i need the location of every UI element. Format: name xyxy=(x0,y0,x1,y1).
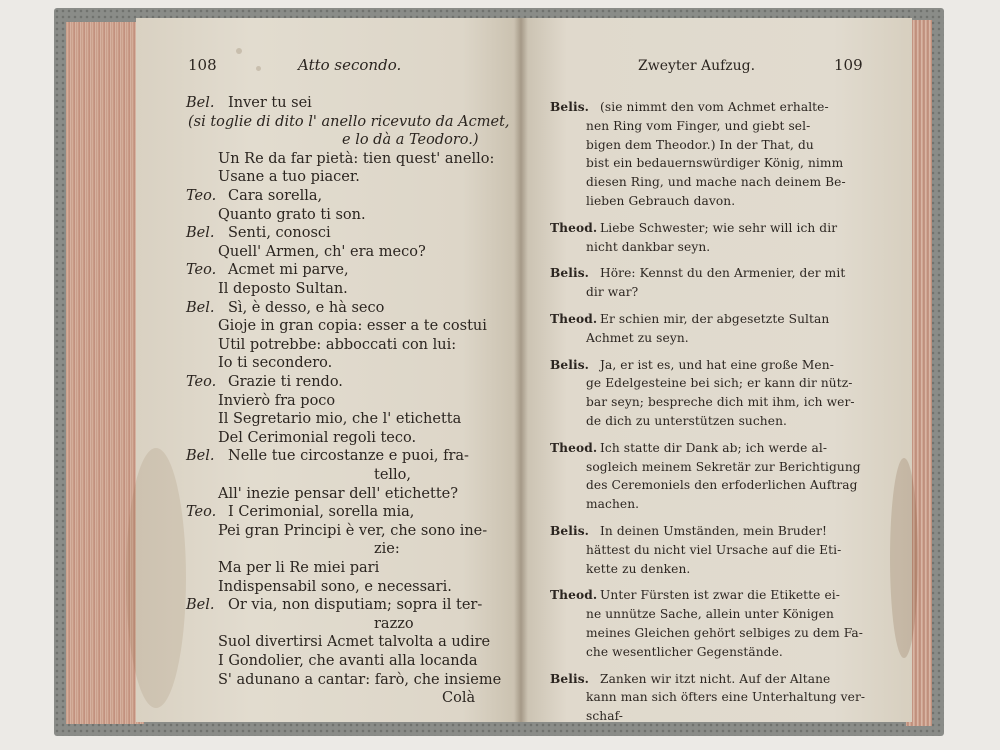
line-text: Unter Fürsten ist zwar die Etikette ei- xyxy=(600,588,840,603)
water-stain xyxy=(890,458,918,658)
line-text: Il Segretario mio, che l' etichetta xyxy=(218,411,462,428)
line-text: nicht dankbar seyn. xyxy=(586,239,711,254)
line-text: zie: xyxy=(374,541,400,558)
line-text: Invierò fra poco xyxy=(218,392,336,409)
line-text: Er schien mir, der abgesetzte Sultan xyxy=(600,312,830,326)
speaker-label: Belis. xyxy=(550,524,590,538)
line-text: In deinen Umständen, mein Bruder! xyxy=(600,524,828,538)
speaker-label: Teo. xyxy=(186,188,217,204)
running-head: Atto secondo. xyxy=(298,56,402,74)
speaker-label: Theod. xyxy=(550,312,598,326)
page-number: 108 xyxy=(188,56,217,74)
line-text: Quanto grato ti son. xyxy=(218,206,366,223)
line-text: Nelle tue circostanze e puoi, fra- xyxy=(228,448,469,465)
line-text: Pei gran Principi è ver, che sono ine- xyxy=(218,522,488,539)
line-text: lieben Gebrauch davon. xyxy=(586,194,736,208)
line-text: diesen Ring, und mache nach deinem Be- xyxy=(586,175,846,190)
line-text: Usane a tuo piacer. xyxy=(218,169,360,186)
line-text: Höre: Kennst du den Armenier, der mit xyxy=(600,266,846,281)
line-text: I Cerimonial, sorella mia, xyxy=(228,504,415,521)
line-text: (sie nimmt den vom Achmet erhalte- xyxy=(600,100,829,114)
line-text: razzo xyxy=(374,615,414,632)
speaker-label: Belis. xyxy=(550,100,590,114)
line-text: kann man sich öfters eine Unterhaltung ver- xyxy=(586,690,866,705)
page-number: 109 xyxy=(834,56,863,74)
line-text: Zanken wir itzt nicht. Auf der Altane xyxy=(600,671,831,686)
right-page xyxy=(520,18,912,722)
line-text: de dich zu unterstützen suchen. xyxy=(586,414,787,428)
line-text: machen. xyxy=(586,497,640,512)
line-text: Inver tu sei xyxy=(228,95,312,111)
line-text: (si toglie di dito l' anello ricevuto da Acmet, xyxy=(188,113,510,130)
line-text: Suol divertirsi Acmet talvolta a udire xyxy=(218,634,491,651)
line-text: Indispensabil sono, e necessari. xyxy=(218,578,452,595)
line-text: Colà xyxy=(442,690,476,707)
ink-spot xyxy=(256,66,261,71)
line-text: tello, xyxy=(374,467,412,483)
line-text: nen Ring vom Finger, und giebt sel- xyxy=(586,118,811,133)
line-text: Achmet zu seyn. xyxy=(586,330,689,345)
speaker-label: Bel. xyxy=(186,95,215,111)
speaker-label: Teo. xyxy=(186,262,217,279)
water-stain xyxy=(126,448,186,708)
line-text: dir war? xyxy=(586,285,639,300)
line-text: Un Re da far pietà: tien quest' anello: xyxy=(218,150,495,167)
speaker-label: Theod. xyxy=(550,440,598,455)
speaker-label: Belis. xyxy=(550,671,590,686)
line-text: Del Cerimonial regoli teco. xyxy=(218,429,417,446)
speaker-label: Theod. xyxy=(550,588,598,603)
speaker-label: Belis. xyxy=(550,357,590,372)
line-text: Cara sorella, xyxy=(228,188,323,204)
line-text: Io ti secondero. xyxy=(218,355,333,372)
line-text: Acmet mi parve, xyxy=(228,262,349,279)
line-text: bigen dem Theodor.) In der That, du xyxy=(586,137,814,152)
line-text: che wesentlicher Gegenstände. xyxy=(586,644,783,659)
line-text: ge Edelgesteine bei sich; er kann dir nütz- xyxy=(586,376,853,391)
line-text: Ja, er ist es, und hat eine große Men- xyxy=(600,357,834,372)
line-text: Gioje in gran copia: esser a te costui xyxy=(218,318,487,335)
line-text: Il deposto Sultan. xyxy=(218,281,348,297)
line-text: Liebe Schwester; wie sehr will ich dir xyxy=(600,220,838,235)
line-text: e lo dà a Teodoro.) xyxy=(342,132,479,149)
line-text: hättest du nicht viel Ursache auf die Eti- xyxy=(586,542,842,557)
line-text: meines Gleichen gehört selbiges zu dem Fa- xyxy=(586,626,864,640)
line-text: I Gondolier, che avanti alla locanda xyxy=(218,653,478,669)
line-text: Grazie ti rendo. xyxy=(228,374,343,390)
ink-spot xyxy=(236,48,242,54)
line-text: kette zu denken. xyxy=(586,561,691,576)
line-text: sogleich meinem Sekretär zur Berichtigung xyxy=(586,459,861,474)
line-text: Quell' Armen, ch' era meco? xyxy=(218,243,426,260)
left-page xyxy=(136,18,520,722)
speaker-label: Bel. xyxy=(186,225,215,242)
line-text: bist ein bedauernswürdiger König, nimm xyxy=(586,156,844,171)
speaker-label: Teo. xyxy=(186,374,217,390)
line-text: Senti, conosci xyxy=(228,225,331,242)
gutter-shadow xyxy=(514,18,528,722)
speaker-label: Theod. xyxy=(550,220,598,235)
line-text: Util potrebbe: abboccati con lui: xyxy=(218,336,457,353)
line-text: des Ceremoniels den erfoderlichen Auftrag xyxy=(586,478,858,493)
running-head: Zweyter Aufzug. xyxy=(638,58,756,74)
line-text: schaf- xyxy=(586,709,623,724)
line-text: Ma per li Re miei pari xyxy=(218,560,380,576)
line-text: All' inezie pensar dell' etichette? xyxy=(218,485,459,502)
speaker-label: Belis. xyxy=(550,266,590,281)
line-text: ne unnütze Sache, allein unter Königen xyxy=(586,607,834,622)
speaker-label: Bel. xyxy=(186,299,215,316)
speaker-label: Bel. xyxy=(186,597,215,614)
line-text: Ich statte dir Dank ab; ich werde al- xyxy=(600,440,828,455)
line-text: S' adunano a cantar: farò, che insieme xyxy=(218,671,502,688)
speaker-label: Teo. xyxy=(186,504,217,521)
line-text: Sì, è desso, e hà seco xyxy=(228,299,385,316)
line-text: bar seyn; bespreche dich mit ihm, ich wer- xyxy=(586,395,855,410)
line-text: Or via, non disputiam; sopra il ter- xyxy=(228,597,483,614)
speaker-label: Bel. xyxy=(186,448,215,465)
